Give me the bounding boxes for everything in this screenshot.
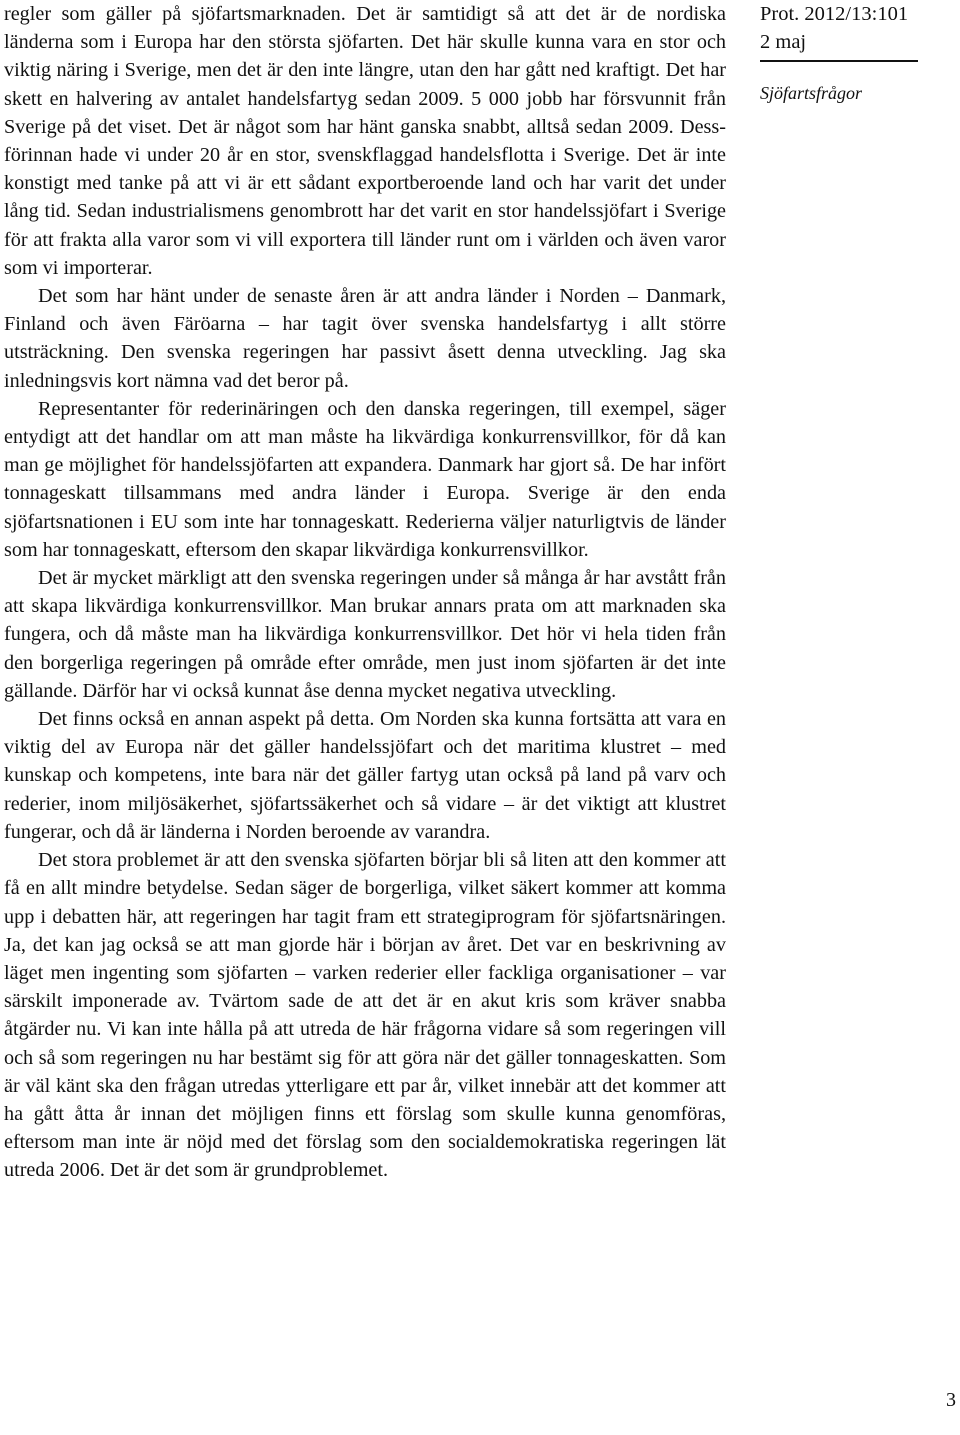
paragraph-3: Representanter för rederinäringen och den danska regeringen, till exempel, säger entydigt att det handlar om att man måste ha likvärdiga konkurrensvillkor, för då kan man ge möjlighet för handelssjöfarten att expandera. Danmark har gjort så. De har infört tonnageskatt tillsammans med andra länder i Europa. Sverige är den enda sjöfartsnationen i EU som inte har tonnageskatt. Rederierna väljer naturligtvis de länder som har tonnageskatt, eftersom den skapar likvärdiga konkurrensvillkor. [4,397,726,561]
session-date: 2 maj [760,28,918,62]
speech-text [4,0,726,1185]
page-number: 3 [946,1389,956,1411]
paragraph-2: Det som har hänt under de senaste åren är att andra länder i Norden – Danmark, Finland och även Färöarna – har tagit över svenska handelsfartyg i allt större utsträckning. Den svenska regeringen har passivt åsett denna utveckling. Jag ska inledningsvis kort nämna vad det beror på. [4,285,726,392]
margin-header [760,0,956,106]
paragraph-6: Det stora problemet är att den svenska sjöfarten börjar bli så liten att den kommer att få en allt mindre betydelse. Sedan säger de borgerliga, vilket säkert kommer att komma upp i debatten här, att regeringen har tagit fram ett strategiprogram för sjöfartsnäringen. Ja, det kan jag också se att man gjorde här i början av året. Det var en beskrivning av läget men ingenting som sjöfarten – varken rederier eller fackliga organisationer – var särskilt imponerade av. Tvärtom sade de att det är en akut kris som kräver snabba åtgärder nu. Vi kan inte hålla på att utreda de här frågorna vidare så som regeringen vill och så som regeringen nu har bestämt sig för att göra när det gäller tonnageskatten. Som är väl känt ska den frågan utredas ytterligare ett par år, vilket innebär att det kommer att ha gått åtta år innan det möjligen finns ett förslag som skulle kunna genomföras, eftersom man inte är nöjd med det förslag som den socialdemokratiska regeringen lät utreda 2006. Det är det som är grundproblemet. [4,849,726,1182]
protocol-number: Prot. 2012/13:101 [760,3,909,25]
paragraph-4: Det är mycket märkligt att den svenska regeringen under så många år har avstått från att skapa likvärdiga konkurrensvillkor. Man brukar annars prata om att marknaden ska fungera, och då måste man ha likvärdiga konkurrensvillkor. Det hör vi hela tiden från den borgerliga regeringen på område efter område, men just inom sjöfarten är det inte gällande. Därför har vi också kunnat åse denna mycket negativa utveckling. [4,567,726,702]
paragraph-1: regler som gäller på sjöfartsmarknaden. Det är samtidigt så att det är de nordiska länderna som i Europa har den största sjöfarten. Det här skulle kunna vara en stor och viktig näring i Sverige, men det är den inte längre, utan den har gått ned kraftigt. Det har skett en halvering av antalet handelsfartyg sedan 2009. 5 000 jobb har försvunnit från Sverige på det viset. Det är något som har hänt ganska snabbt, alltså sedan 2009. Dessförinnan hade vi under 20 år en stor, svenskflaggad handelsflotta i Sverige. Det är inte konstigt med tanke på att vi är ett sådant exportberoende land och har varit det under lång tid. Sedan industrialismens genombrott har det varit en stor handelssjöfart i Sverige för att frakta alla varor som vi vill exportera till länder runt om i världen och även varor som vi importerar. [4,3,726,279]
debate-topic: Sjöfartsfrågor [760,83,863,103]
paragraph-5: Det finns också en annan aspekt på detta. Om Norden ska kunna fortsätta att vara en viktig del av Europa när det gäller handelssjöfart och det maritima klustret – med kunskap och kompetens, inte bara när det gäller fartyg utan också på land på varv och rederier, inom miljösäkerhet, sjöfartssäkerhet och så vidare – är det viktigt att klustret fungerar, och då är länderna i Norden beroende av varandra. [4,708,726,843]
